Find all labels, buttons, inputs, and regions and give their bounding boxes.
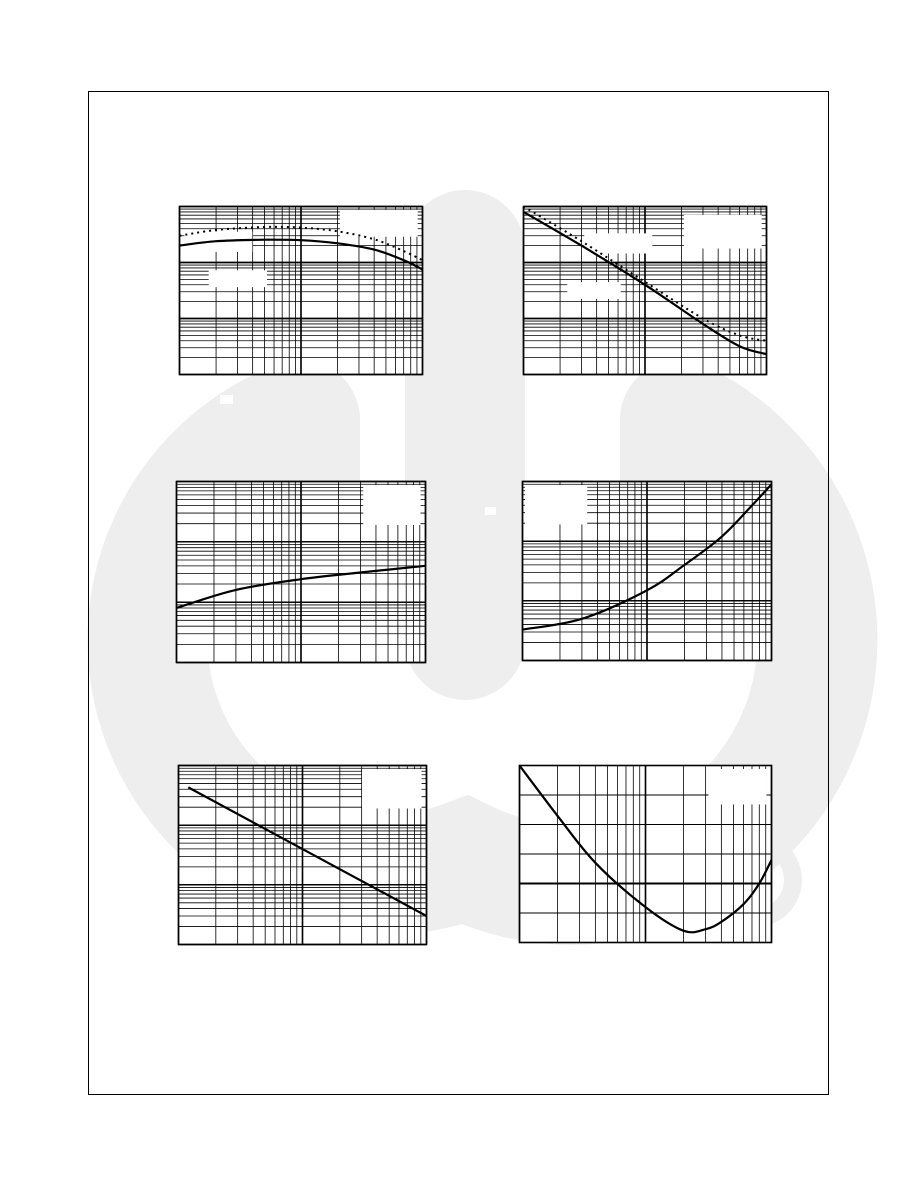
chart-5 — [177, 764, 428, 946]
chart-6 — [518, 764, 773, 944]
legend-box — [709, 769, 767, 804]
legend-box — [525, 485, 587, 524]
legend-box — [584, 233, 652, 253]
legend-box — [567, 282, 620, 299]
legend-box — [209, 270, 267, 287]
label-patch-a — [220, 395, 233, 404]
legend-box — [363, 485, 420, 525]
legend-box — [340, 210, 418, 237]
chart-2 — [522, 205, 768, 376]
chart-3 — [175, 480, 427, 664]
legend-box — [684, 215, 762, 249]
legend-box — [362, 769, 422, 808]
chart-4 — [521, 480, 773, 662]
label-patch-b — [485, 507, 496, 515]
chart-1 — [178, 205, 424, 376]
